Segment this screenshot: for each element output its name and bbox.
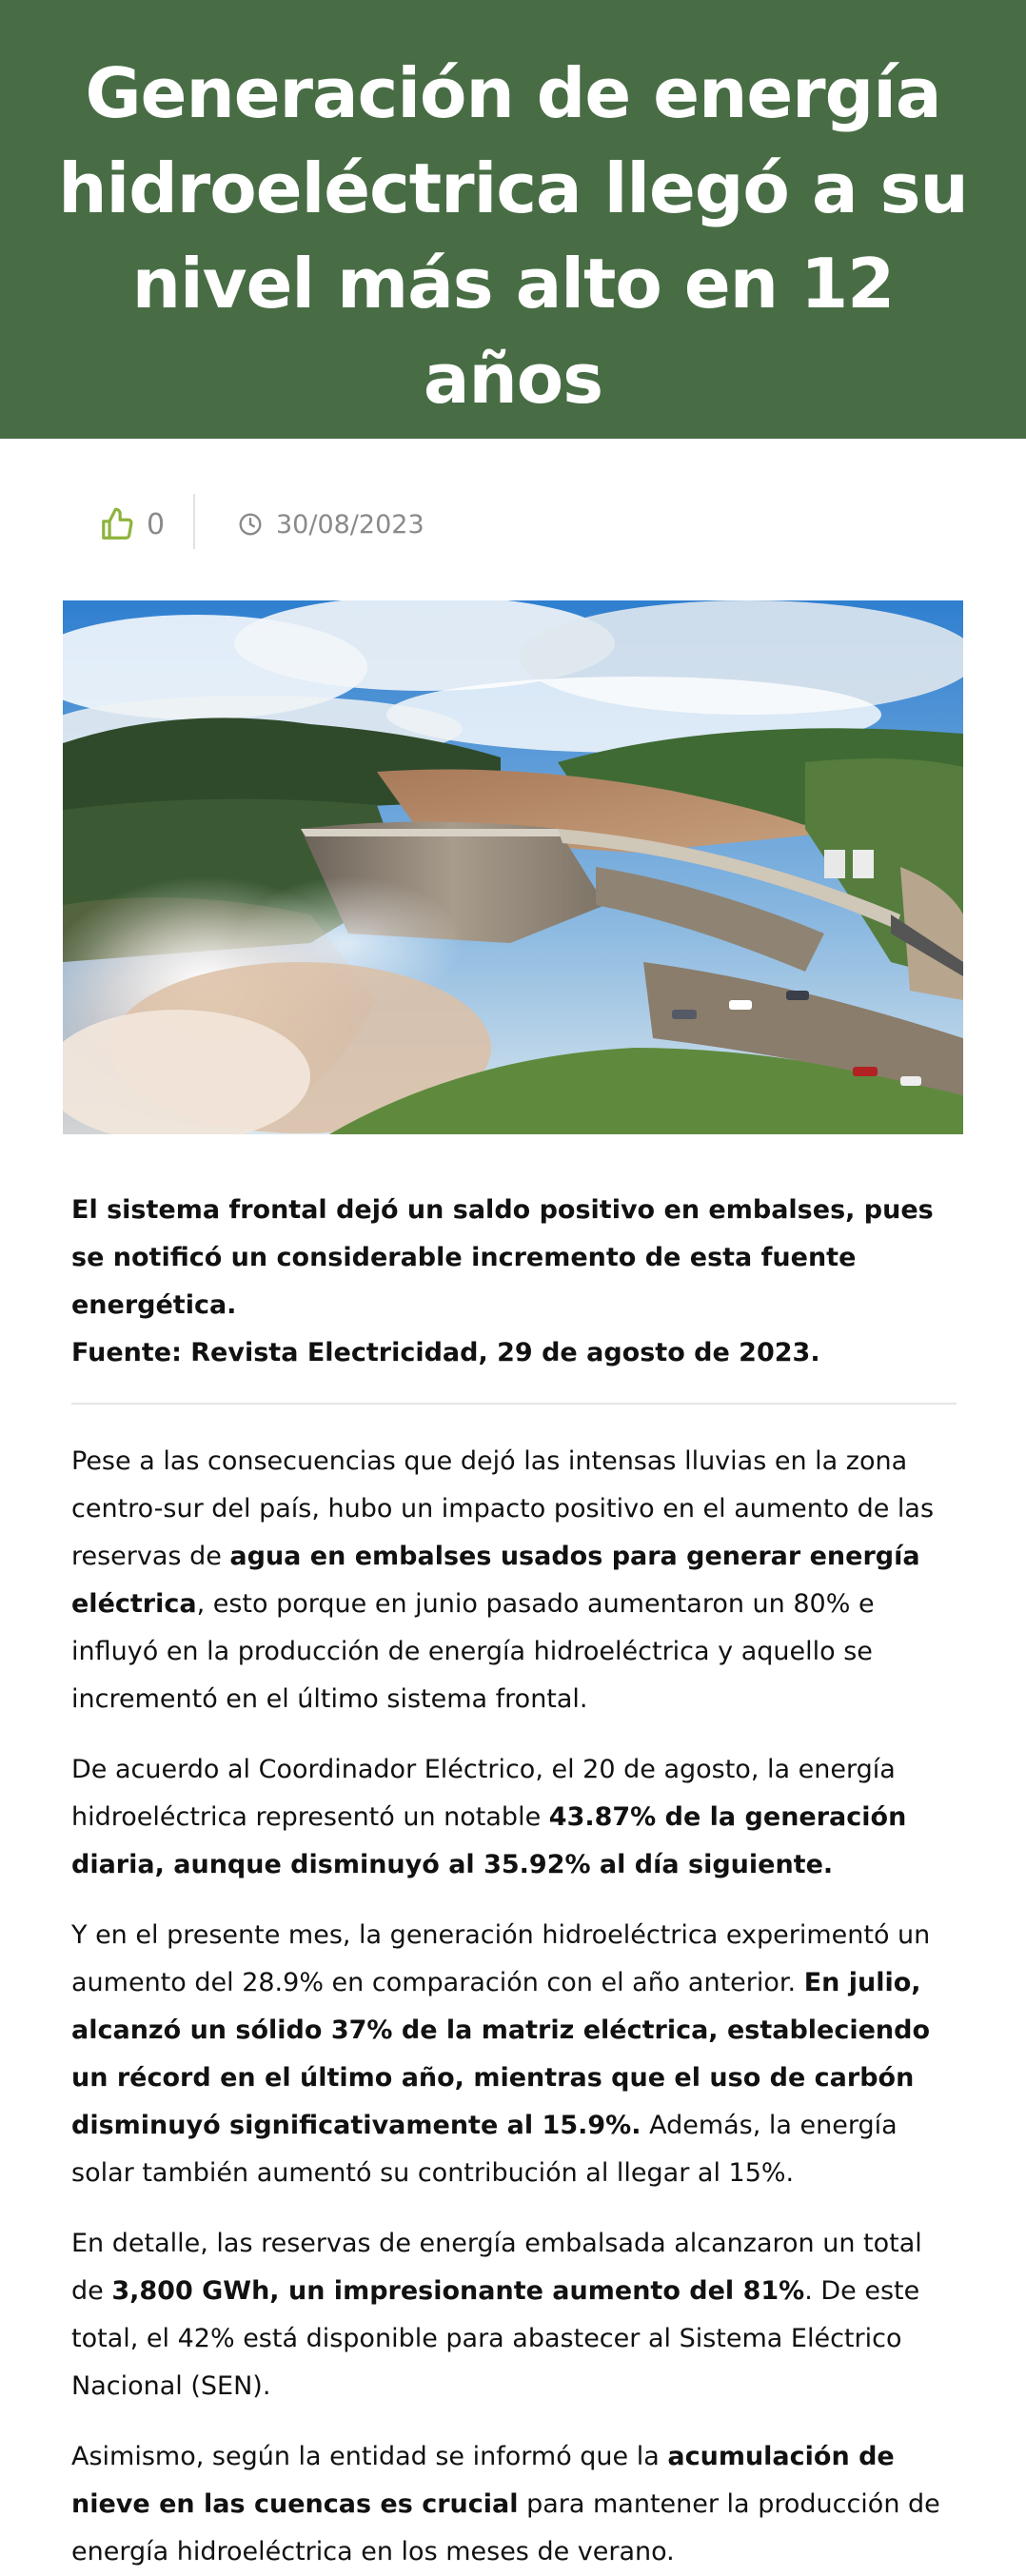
paragraph-1 <box>71 1438 957 1723</box>
article-body <box>71 1134 957 2576</box>
paragraph-2 <box>71 1746 957 1889</box>
like-button[interactable] <box>99 501 165 548</box>
p3-bold: En julio, alcanzó un sólido 37% de la matriz eléctrica, estableciendo un récord en el último año, mientras que el uso de carbón disminuyó significativamente al 15.9%. <box>71 1968 931 2140</box>
hero-image <box>63 600 963 1134</box>
p3-text-c: Además, la energía solar también aumentó su contribución al llegar al 15%. <box>71 2111 898 2188</box>
p2-bold: 43.87% de la generación diaria, aunque disminuyó al 35.92% al día siguiente. <box>71 1802 907 1879</box>
p3-text-a: Y en el presente mes, la generación hidroeléctrica experimentó un aumento del 28.9% en comparación con el año anterior. <box>71 1920 931 1997</box>
lead-source: Fuente: Revista Electricidad, 29 de agosto de 2023. <box>71 1338 820 1367</box>
p5-bold: acumulación de nieve en las cuencas es crucial <box>71 2442 895 2519</box>
date-text: 30/08/2023 <box>276 509 424 540</box>
p5-text-a: Asimismo, según la entidad se informó que la <box>71 2442 668 2471</box>
p4-bold: 3,800 GWh, un impresionante aumento del 81% <box>111 2276 805 2306</box>
p4-text-a: En detalle, las reservas de energía embalsada alcanzaron un total de <box>71 2229 922 2306</box>
section-divider <box>71 1403 957 1405</box>
clock-icon <box>238 512 263 537</box>
thumbs-up-icon <box>99 506 135 542</box>
article-title: Generación de energía hidroeléctrica llegó a su nivel más alto en 12 años <box>58 53 968 419</box>
article-header <box>0 0 1026 439</box>
like-count: 0 <box>147 507 166 541</box>
p1-bold: agua en embalses usados para generar energía eléctrica <box>71 1542 920 1619</box>
paragraph-3 <box>71 1912 957 2197</box>
p4-text-c: . De este total, el 42% está disponible para abastecer al Sistema Eléctrico Nacional (SEN). <box>71 2276 920 2401</box>
publish-date <box>238 501 424 548</box>
lead-summary: El sistema frontal dejó un saldo positivo en embalses, pues se notificó un considerable incremento de esta fuente energética. <box>71 1195 934 1320</box>
paragraph-5 <box>71 2433 957 2576</box>
p5-text-c: para mantener la producción de energía hidroeléctrica en los meses de verano. <box>71 2489 940 2566</box>
article-meta <box>0 439 1026 600</box>
p1-text-a: Pese a las consecuencias que dejó las intensas lluvias en la zona centro-sur del país, hubo un impacto positivo en el aumento de las reservas de <box>71 1446 935 1571</box>
p1-text-c: , esto porque en junio pasado aumentaron un 80% e influyó en la producción de energía hidroeléctrica y aquello se incrementó en el último sistema frontal. <box>71 1589 875 1714</box>
meta-divider <box>193 494 195 549</box>
article-lead <box>71 1187 957 1377</box>
paragraph-4 <box>71 2220 957 2410</box>
p2-text-a: De acuerdo al Coordinador Eléctrico, el 20 de agosto, la energía hidroeléctrica representó un notable <box>71 1755 896 1832</box>
